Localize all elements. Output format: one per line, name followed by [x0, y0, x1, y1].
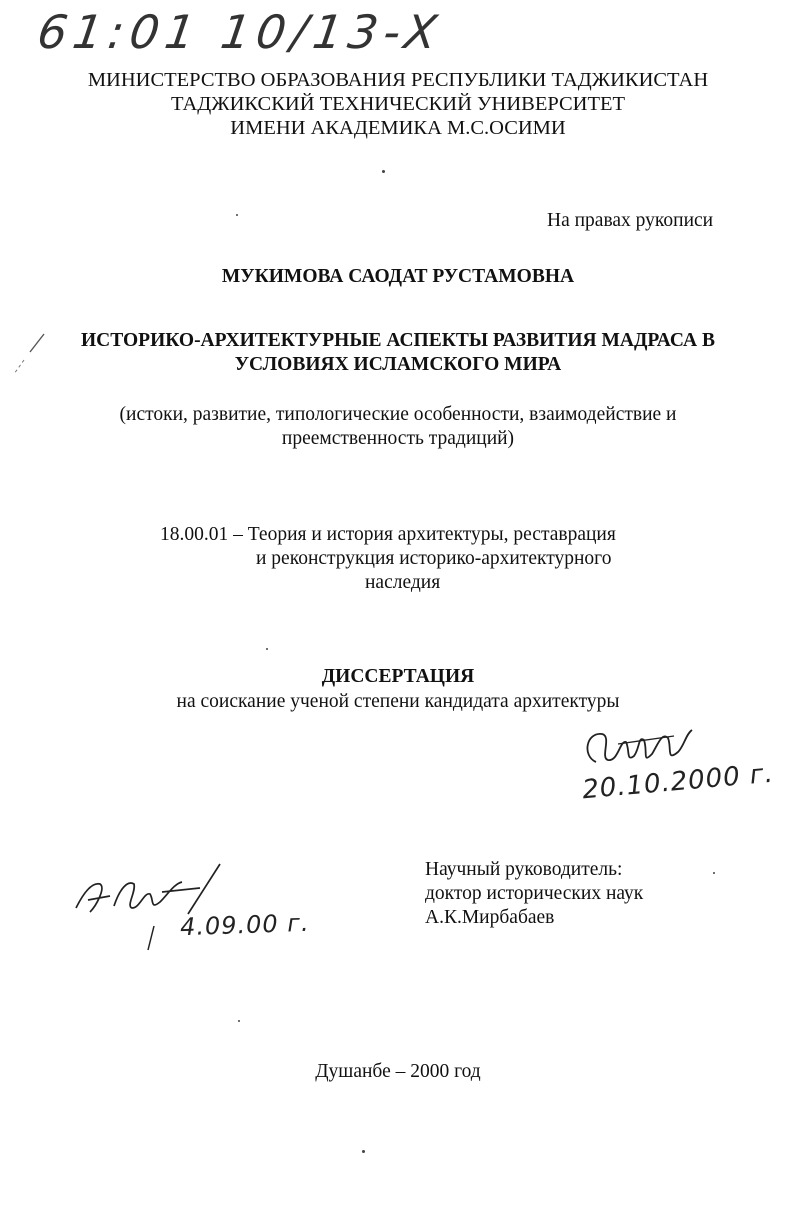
- specialty-line1: 18.00.01 – Теория и история архитектуры, реставрация: [160, 524, 616, 545]
- scan-speck: [238, 1020, 240, 1022]
- named-after-line: ИМЕНИ АКАДЕМИКА М.С.ОСИМИ: [230, 117, 566, 139]
- left-date-handwritten: 4.09.00 г.: [179, 908, 310, 942]
- scan-speck: [266, 648, 268, 650]
- supervisor-degree: доктор исторических наук: [425, 883, 644, 904]
- scan-speck: [236, 214, 238, 216]
- scan-speck: [362, 1150, 365, 1153]
- university-line: ТАДЖИКСКИЙ ТЕХНИЧЕСКИЙ УНИВЕРСИТЕТ: [170, 93, 626, 115]
- specialty-line2: и реконструкция историко-архитектурного: [256, 548, 612, 569]
- city-year-footer: Душанбе – 2000 год: [315, 1061, 481, 1082]
- scan-speck: [713, 872, 715, 874]
- supervisor-label: Научный руководитель:: [425, 859, 623, 880]
- thesis-title-line1: ИСТОРИКО-АРХИТЕКТУРНЫЕ АСПЕКТЫ РАЗВИТИЯ МАДРАСА В: [81, 330, 715, 351]
- rights-note: На правах рукописи: [547, 210, 714, 231]
- degree-line: на соискание ученой степени кандидата архитектуры: [176, 691, 620, 712]
- document-type: ДИССЕРТАЦИЯ: [321, 666, 475, 687]
- approval-date-handwritten: 20.10.2000 г.: [581, 758, 776, 806]
- archive-code-handwritten: 61:01 10/13-X: [34, 5, 447, 59]
- ministry-line: МИНИСТЕРСТВО ОБРАЗОВАНИЯ РЕСПУБЛИКИ ТАДЖИКИСТАН: [87, 69, 709, 91]
- thesis-title-line2: УСЛОВИЯХ ИСЛАМСКОГО МИРА: [234, 354, 562, 375]
- scan-speck: [382, 170, 385, 173]
- subtitle-line1: (истоки, развитие, типологические особенности, взаимодействие и: [119, 404, 677, 425]
- supervisor-name: А.К.Мирбабаев: [425, 907, 555, 928]
- specialty-line3: наследия: [365, 572, 441, 593]
- subtitle-line2: преемственность традиций): [281, 428, 515, 449]
- author-name: МУКИМОВА САОДАТ РУСТАМОВНА: [221, 266, 575, 287]
